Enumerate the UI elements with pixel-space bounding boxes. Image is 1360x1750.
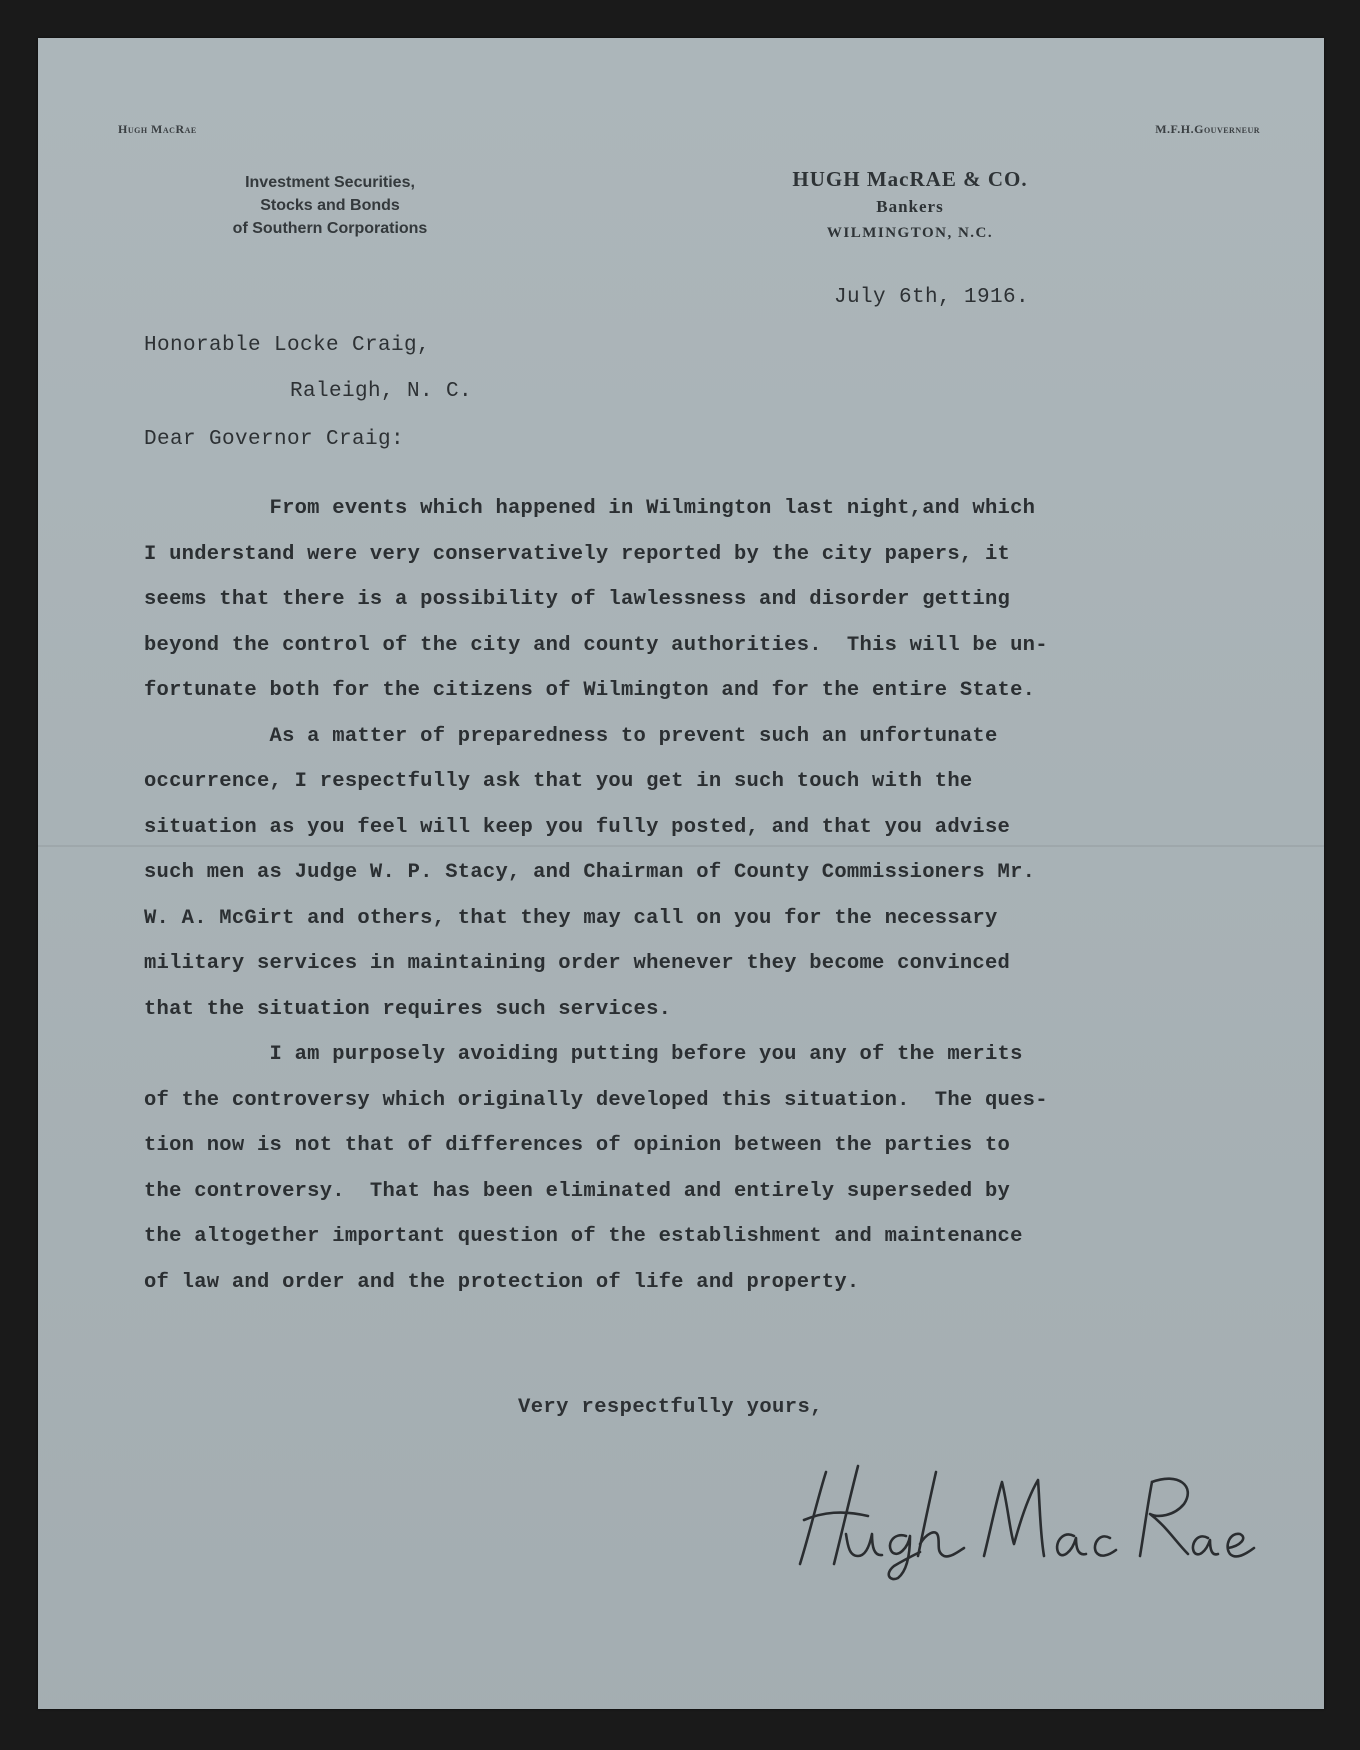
body-line: I am purposely avoiding putting before you any of the merits (144, 1043, 1023, 1066)
body-line: occurrence, I respectfully ask that you get in such touch with the (144, 770, 973, 793)
body-line: fortunate both for the citizens of Wilmington and for the entire State. (144, 679, 1036, 702)
salutation: Dear Governor Craig: (144, 428, 405, 451)
recipient-name: Honorable Locke Craig, (144, 334, 431, 357)
recipient-city: Raleigh, N. C. (290, 380, 473, 403)
body-line: As a matter of preparedness to prevent such an unfortunate (144, 724, 998, 748)
firm-name: HUGH MacRAE & CO. (792, 167, 1028, 191)
body-line: the controversy. That has been eliminated and entirely superseded by (144, 1179, 1011, 1203)
body-line: such men as Judge W. P. Stacy, and Chairman of County Commissioners Mr. (144, 861, 1036, 884)
body-line: that the situation requires such services. (144, 997, 672, 1021)
letter-page (38, 38, 1324, 1709)
handwritten-signature (788, 1452, 1258, 1582)
body-line: the altogether important question of the establishment and maintenance (144, 1225, 1023, 1248)
letterhead-services (170, 171, 490, 240)
services-line-1: Investment Securities, (245, 174, 415, 191)
body-line: situation as you feel will keep you fully posted, and that you advise (144, 815, 1011, 839)
letter-body (144, 486, 1048, 1305)
firm-city: WILMINGTON, N.C. (826, 225, 994, 241)
services-line-3: of Southern Corporations (232, 220, 428, 237)
body-line: W. A. McGirt and others, that they may call on you for the necessary (144, 906, 998, 930)
body-line: seems that there is a possibility of lawlessness and disorder getting (144, 588, 1011, 611)
letterhead-left-name: Hugh MacRae (118, 122, 197, 136)
closing: Very respectfully yours, (518, 1396, 823, 1419)
body-line: of law and order and the protection of life and property. (144, 1270, 860, 1294)
body-line: I understand were very conservatively reported by the city papers, it (144, 542, 1011, 566)
services-line-2: Stocks and Bonds (260, 197, 400, 214)
letter-date: July 6th, 1916. (834, 286, 1030, 309)
body-line: From events which happened in Wilmington last night,and which (144, 497, 1036, 520)
firm-subtitle: Bankers (876, 197, 944, 216)
body-line: tion now is not that of differences of opinion between the parties to (144, 1134, 1011, 1157)
letterhead-firm (750, 164, 1070, 246)
body-line: beyond the control of the city and county authorities. This will be un- (144, 633, 1048, 657)
body-line: military services in maintaining order whenever they become convinced (144, 952, 1011, 975)
body-line: of the controversy which originally developed this situation. The ques- (144, 1088, 1048, 1112)
letterhead-right-name: M.F.H.Gouverneur (1155, 122, 1260, 136)
